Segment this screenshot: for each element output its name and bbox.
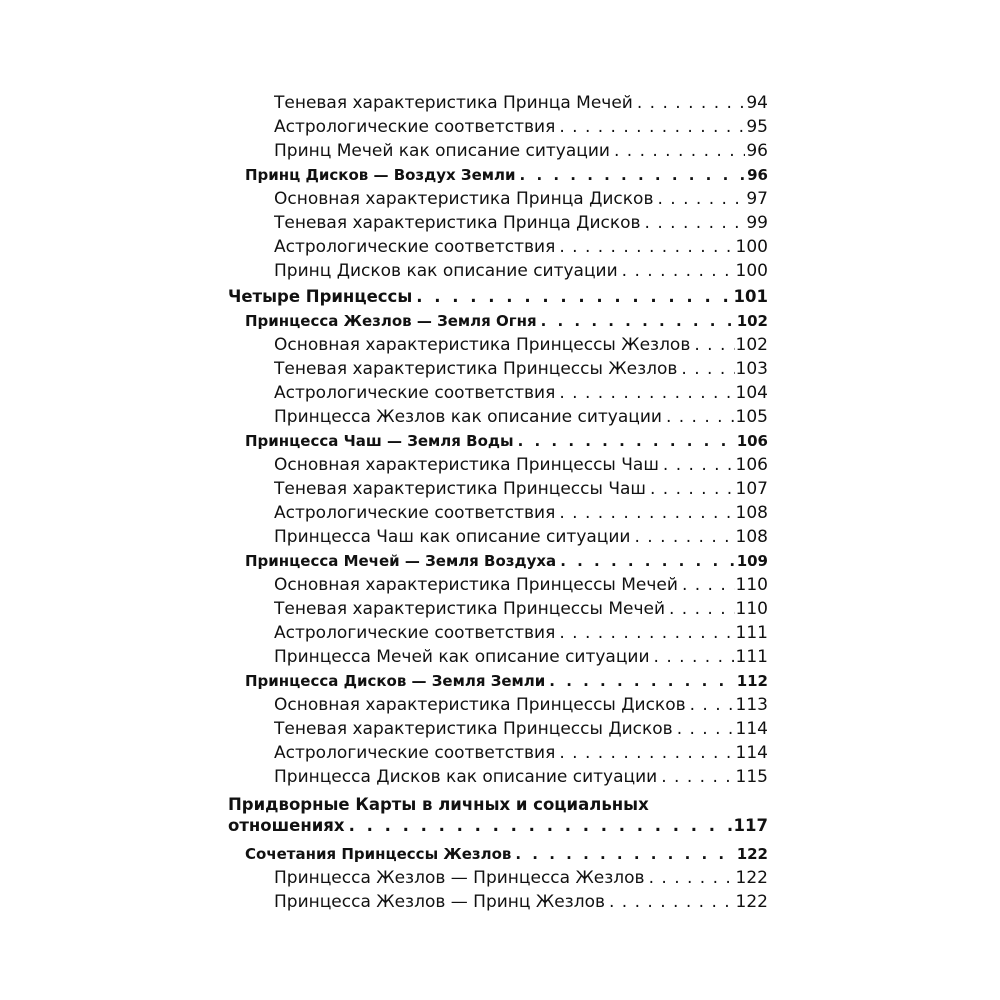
toc-section-entry[interactable] [0, 285, 1000, 309]
toc-page-number: 96 [747, 166, 768, 184]
toc-page-number: 112 [736, 672, 768, 690]
toc-leader-dots [633, 91, 746, 115]
toc-entry-title: Астрологические соответствия [274, 237, 556, 257]
toc-leader-dots [630, 525, 734, 549]
toc-entry-title: Принцесса Чаш как описание ситуации [274, 527, 631, 547]
toc-entry-title: Теневая характеристика Принца Дисков [274, 213, 641, 233]
toc-entry[interactable] [0, 765, 1000, 789]
toc-entry-title: Основная характеристика Принцессы Мечей [274, 575, 678, 595]
toc-page-number: 95 [746, 117, 768, 137]
toc-entry[interactable] [0, 115, 1000, 139]
toc-page-number: 99 [746, 213, 768, 233]
toc-page-number: 111 [735, 623, 768, 643]
toc-entry-title: Принцесса Чаш — Земля Воды [245, 432, 514, 450]
toc-entry-title: Астрологические соответствия [274, 117, 556, 137]
toc-page-number: 110 [735, 575, 768, 595]
toc-leader-dots [665, 597, 735, 621]
toc-entry-title: Принц Мечей как описание ситуации [274, 141, 610, 161]
toc-entry[interactable] [0, 381, 1000, 405]
toc-leader-dots [555, 501, 734, 525]
toc-entry-title: Теневая характеристика Принцессы Дисков [274, 719, 673, 739]
toc-page-number: 106 [736, 432, 768, 450]
toc-entry[interactable] [0, 259, 1000, 283]
toc-subsection-entry[interactable] [0, 549, 1000, 573]
toc-leader-dots [653, 187, 745, 211]
toc-entry[interactable] [0, 91, 1000, 115]
toc-entry-title: Основная характеристика Принцессы Жезлов [274, 335, 691, 355]
toc-entry[interactable] [0, 333, 1000, 357]
toc-leader-dots [537, 309, 736, 333]
toc-page-number: 109 [736, 552, 768, 570]
toc-entry[interactable] [0, 405, 1000, 429]
toc-entry-title: Астрологические соответствия [274, 743, 556, 763]
toc-leader-dots [677, 357, 734, 381]
toc-entry-title: Основная характеристика Принцессы Дисков [274, 695, 686, 715]
toc-page-number: 97 [746, 189, 768, 209]
toc-entry-title: Принцесса Мечей — Земля Воздуха [245, 552, 557, 570]
toc-page-number: 122 [735, 868, 768, 888]
toc-page-number: 102 [736, 312, 768, 330]
toc-leader-dots [556, 549, 736, 573]
toc-leader-dots [514, 429, 736, 453]
toc-leader-dots [545, 669, 735, 693]
toc-page-number: 104 [735, 383, 768, 403]
toc-page-number: 100 [735, 261, 768, 281]
toc-entry-title: Сочетания Принцессы Жезлов [245, 845, 512, 863]
toc-entry[interactable] [0, 139, 1000, 163]
toc-page-number: 122 [736, 845, 768, 863]
toc-leader-dots [650, 645, 735, 669]
toc-entry-title: Принц Дисков — Воздух Земли [245, 166, 516, 184]
toc-entry[interactable] [0, 890, 1000, 914]
toc-page-number: 107 [735, 479, 768, 499]
toc-entry[interactable] [0, 187, 1000, 211]
toc-entry[interactable] [0, 645, 1000, 669]
toc-subsection-entry[interactable] [0, 669, 1000, 693]
table-of-contents [0, 91, 1000, 914]
toc-entry[interactable] [0, 717, 1000, 741]
toc-page-number: 103 [735, 359, 768, 379]
toc-subsection-entry[interactable] [0, 842, 1000, 866]
toc-leader-dots [645, 866, 735, 890]
toc-entry[interactable] [0, 357, 1000, 381]
toc-entry-title: Астрологические соответствия [274, 503, 556, 523]
toc-subsection-entry[interactable] [0, 309, 1000, 333]
toc-page-number: 122 [735, 892, 768, 912]
toc-entry-title: Принцесса Мечей как описание ситуации [274, 647, 650, 667]
toc-leader-dots [555, 235, 734, 259]
toc-leader-dots [555, 381, 734, 405]
toc-entry-title: Принцесса Дисков как описание ситуации [274, 767, 658, 787]
toc-entry-title: Теневая характеристика Принцессы Чаш [274, 479, 646, 499]
toc-leader-dots [610, 139, 745, 163]
toc-leader-dots [555, 115, 745, 139]
toc-leader-dots [686, 693, 735, 717]
toc-entry[interactable] [0, 573, 1000, 597]
toc-page-number: 102 [735, 335, 768, 355]
toc-leader-dots [412, 285, 732, 309]
toc-entry[interactable] [0, 866, 1000, 890]
toc-page-number: 106 [735, 455, 768, 475]
toc-entry-title: Четыре Принцессы [228, 287, 413, 306]
toc-entry-title: Принц Дисков как описание ситуации [274, 261, 618, 281]
toc-leader-dots [511, 842, 735, 866]
toc-entry[interactable] [0, 741, 1000, 765]
toc-leader-dots [516, 163, 747, 187]
toc-subsection-entry[interactable] [0, 429, 1000, 453]
toc-leader-dots [345, 815, 733, 836]
toc-leader-dots [646, 477, 735, 501]
toc-page-number: 111 [735, 647, 768, 667]
toc-page-number: 115 [735, 767, 768, 787]
toc-entry-title: Принцесса Жезлов как описание ситуации [274, 407, 662, 427]
toc-entry-title: Астрологические соответствия [274, 623, 556, 643]
toc-page-number: 94 [746, 93, 768, 113]
toc-page-number: 114 [735, 743, 768, 763]
toc-entry-title: Принцесса Жезлов — Принцесса Жезлов [274, 868, 645, 888]
toc-entry[interactable] [0, 235, 1000, 259]
toc-entry-title: Основная характеристика Принца Дисков [274, 189, 654, 209]
toc-page-number: 117 [733, 816, 768, 835]
toc-entry[interactable] [0, 621, 1000, 645]
toc-entry[interactable] [0, 597, 1000, 621]
toc-page-number: 114 [735, 719, 768, 739]
toc-entry-title: Астрологические соответствия [274, 383, 556, 403]
toc-leader-dots [673, 717, 735, 741]
toc-entry[interactable] [0, 501, 1000, 525]
toc-page-number: 105 [735, 407, 768, 427]
toc-page-number: 108 [735, 527, 768, 547]
toc-entry-title: Теневая характеристика Принца Мечей [274, 93, 633, 113]
toc-entry[interactable] [0, 477, 1000, 501]
toc-leader-dots [605, 890, 735, 914]
toc-entry-title: Теневая характеристика Принцессы Жезлов [274, 359, 678, 379]
toc-entry-title: отношениях [228, 816, 345, 835]
toc-leader-dots [618, 259, 735, 283]
toc-leader-dots [641, 211, 746, 235]
toc-leader-dots [690, 333, 734, 357]
toc-entry-title: Принцесса Дисков — Земля Земли [245, 672, 546, 690]
toc-section-entry[interactable] [0, 794, 1000, 842]
toc-leader-dots [662, 405, 735, 429]
toc-page-number: 108 [735, 503, 768, 523]
toc-entry-title: Принцесса Жезлов — Принц Жезлов [274, 892, 605, 912]
toc-page-number: 113 [735, 695, 768, 715]
toc-leader-dots [657, 765, 734, 789]
toc-leader-dots [659, 453, 735, 477]
toc-page-number: 101 [733, 287, 768, 306]
toc-entry-title: Основная характеристика Принцессы Чаш [274, 455, 659, 475]
toc-entry-title-line1: Придворные Карты в личных и социальных [228, 795, 649, 814]
toc-leader-dots [678, 573, 735, 597]
toc-entry[interactable] [0, 453, 1000, 477]
toc-page-number: 96 [746, 141, 768, 161]
toc-page-number: 100 [735, 237, 768, 257]
toc-leader-dots [555, 741, 734, 765]
toc-entry[interactable] [0, 525, 1000, 549]
toc-entry[interactable] [0, 693, 1000, 717]
toc-subsection-entry[interactable] [0, 163, 1000, 187]
toc-page-number: 110 [735, 599, 768, 619]
toc-entry-title: Теневая характеристика Принцессы Мечей [274, 599, 665, 619]
toc-entry-title: Принцесса Жезлов — Земля Огня [245, 312, 537, 330]
toc-leader-dots [555, 621, 734, 645]
toc-entry[interactable] [0, 211, 1000, 235]
